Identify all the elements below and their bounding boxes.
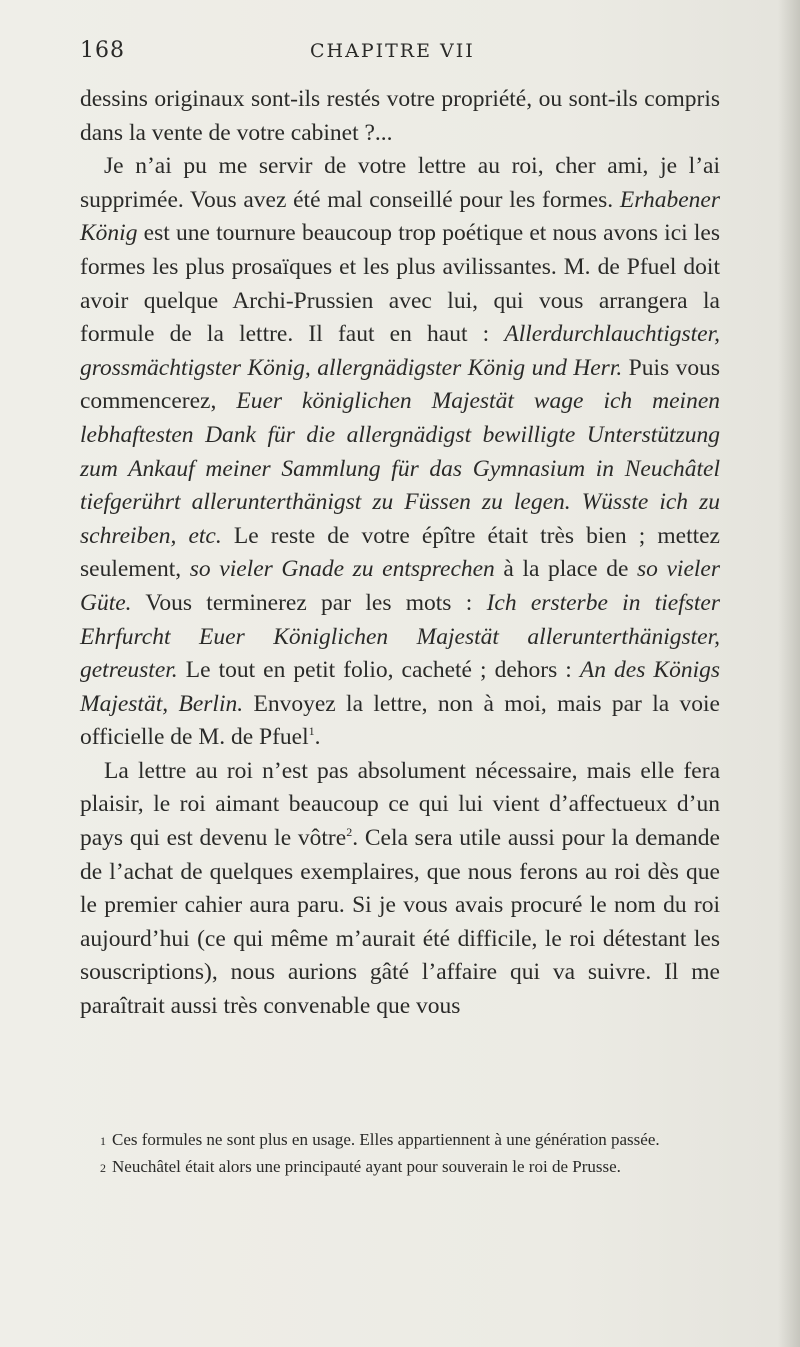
text-run: Vous terminerez par les mots :: [131, 589, 487, 616]
page-number: 168: [80, 38, 125, 63]
footnote-1: [80, 1127, 720, 1154]
german-phrase: so vieler Güte.: [80, 556, 720, 616]
text-run: Envoyez la lettre, non à moi, mais par la voie officielle de M. de Pfuel: [80, 690, 720, 751]
paragraph-3: [80, 755, 720, 1024]
page-edge-shadow: [778, 0, 800, 1347]
text-run: Le reste de votre épître était très bien ; mettez seulement,: [80, 522, 720, 583]
text-run: Je n’ai pu me servir de votre lettre au roi, cher ami, je l’ai supprimée. Vous avez été mal conseillé pour les formes.: [80, 153, 720, 213]
german-phrase: An des Königs Majestät, Berlin.: [80, 657, 721, 717]
paragraph-2: [80, 150, 720, 755]
german-phrase: Allerdurchlauchtigster, grossmächtigster König, allergnädigster König und Herr.: [80, 321, 720, 381]
footnote-1-text: Ces formules ne sont plus en usage. Elles appartiennent à une génération passée.: [112, 1130, 660, 1149]
text-run: à la place de: [494, 556, 637, 583]
footnote-2-mark: 2: [100, 1161, 106, 1175]
text-run: . Cela sera utile aussi pour la demande de l’achat de quelques exemplaires, que nous ferons au roi dès que le premier cahier aura paru. Si je vous avais procuré le nom du roi aujourd’hui (ce qui même m’aurait été difficile, le roi détestant les souscriptions), nous aurions gâté l’affaire qui va suivre. Il me paraîtrait aussi très convenable que vous: [80, 825, 720, 1020]
paragraph-1: [80, 83, 720, 150]
text-run: La lettre au roi n’est pas absolument nécessaire, mais elle fera plaisir, le roi aimant beaucoup ce qui lui vient d’affectueux d’un pays qui est devenu le vôtre: [80, 757, 720, 852]
german-phrase: Ich ersterbe in tiefster Ehrfurcht Euer Königlichen Majestät allerunterthänigster, getreuster.: [80, 589, 721, 684]
footnote-ref-2[interactable]: 2: [346, 825, 353, 840]
text-run: .: [314, 724, 321, 751]
german-phrase: Euer königlichen Majestät wage ich meinen lebhaftesten Dank für die allergnädigst bewilligte Unterstützung zum Ankauf meiner Sammlung für das Gymnasium in Neuchâtel tiefgerührt allerunterthänigst zu Füssen zu legen. Wüsste ich zu schreiben, etc.: [80, 388, 721, 549]
german-phrase: Erhabener König: [80, 186, 720, 247]
footnote-2: [80, 1154, 720, 1181]
text-run: est une tournure beaucoup trop poétique et nous avons ici les formes les plus prosaïques et les plus avilissantes. M. de Pfuel doit avoir quelque Archi-Prussien avec lui, qui vous arrangera la formule de la lettre. Il faut en haut :: [80, 220, 720, 348]
footnote-ref-1[interactable]: 1: [308, 724, 315, 739]
running-title: CHAPITRE VII: [310, 40, 475, 62]
footnote-2-text: Neuchâtel était alors une principauté ayant pour souverain le roi de Prusse.: [112, 1157, 621, 1176]
german-phrase: so vieler Gnade zu entsprechen: [189, 556, 495, 583]
text-run: Puis vous commencerez,: [80, 354, 720, 415]
footnote-1-mark: 1: [100, 1134, 106, 1148]
body-text: [80, 83, 720, 1024]
page-header: [80, 38, 720, 68]
footnotes: [80, 1127, 720, 1181]
paragraph-1-text: dessins originaux sont-ils restés votre propriété, ou sont-ils compris dans la vente de votre cabinet ?...: [80, 86, 720, 146]
text-run: Le tout en petit folio, cacheté ; dehors :: [177, 657, 580, 684]
